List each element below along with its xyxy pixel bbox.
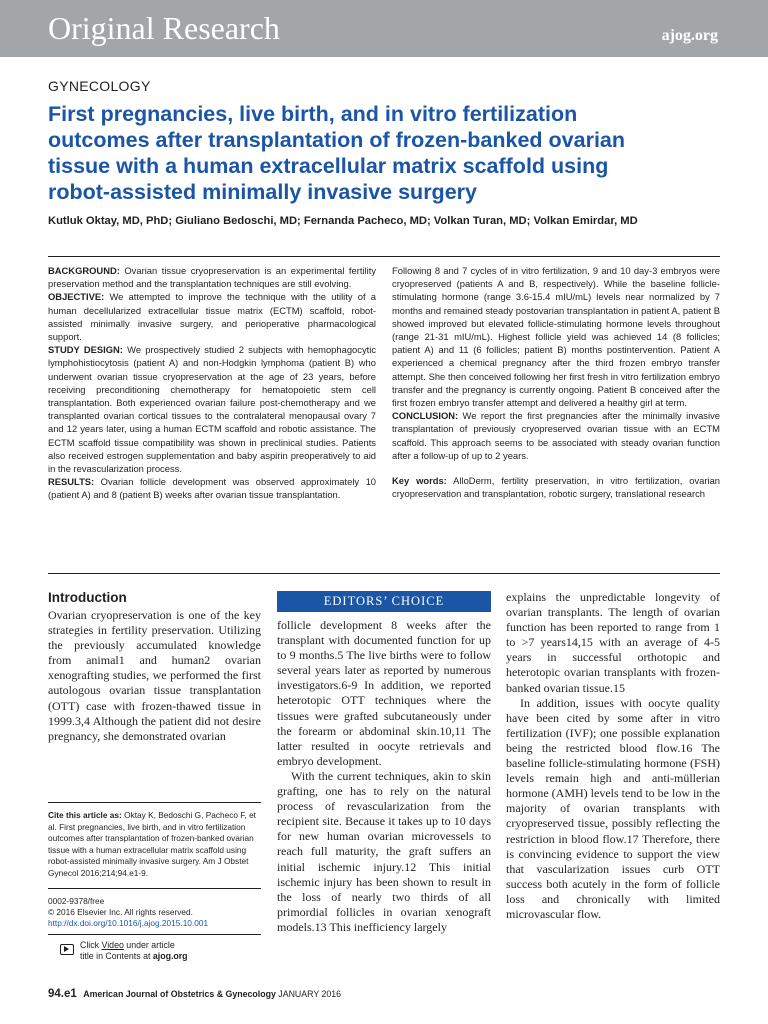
intro-paragraph-2: follicle development 8 weeks after the transplant with documented function for up to 9 months.5 The live births were to follow several years later as reported by numerous investigators.6-9 In addition, we reported heterotopic OTT techniques where the tissues were grafted subcutaneously under the forearm or abdominal skin.10,11 The latter resulted in oocyte retrievals and embryo development. — [277, 618, 491, 768]
abstract-results — [48, 475, 376, 501]
abstract-conclusion — [392, 409, 720, 462]
topic-label: GYNECOLOGY — [48, 78, 151, 94]
intro-paragraph-4: explains the unpredictable longevity of ovarian transplants. The length of ovarian function has been reported to range from 1 to >7 years14,15 with an average of 4-5 years in successful orthotopic and heterotopic ovarian transplants with frozen-banked ovarian tissue.15 — [506, 590, 720, 695]
header-band — [0, 0, 768, 57]
body-column-2 — [277, 618, 491, 935]
study-label: STUDY DESIGN: — [48, 344, 123, 356]
introduction-heading: Introduction — [48, 590, 127, 605]
objective-text: We attempted to improve the technique with the utility of a human decellularized extracellular tissue matrix (ECTM) scaffold, robot-assisted minimally invasive surgery, and perioperative pharmacological support. — [48, 291, 376, 343]
video-line1-post: under article — [123, 940, 175, 950]
issn: 0002-9378/free — [48, 896, 105, 906]
cite-body: Oktay K, Bedoschi G, Pacheco F, et al. First pregnancies, live birth, and in vitro fertilization outcomes after transplantation of frozen-banked ovarian tissue with a human extracellular matrix scaffold using robot-assisted minimally invasive surgery. Am J Obstet Gynecol 2016;214;94.e1-9. — [48, 810, 256, 878]
video-site[interactable]: ajog.org — [152, 951, 188, 961]
journal-name: American Journal of Obstetrics & Gynecology — [83, 989, 276, 999]
cite-label: Cite this article as: — [48, 810, 122, 820]
video-line1-pre: Click — [80, 940, 102, 950]
video-text — [80, 940, 188, 962]
conclusion-label: CONCLUSION: — [392, 410, 459, 422]
intro-paragraph-3: With the current techniques, akin to skin grafting, one has to rely on the natural process of revascularization from the recipient site. Because it takes up to 10 days for new human ovarian microvessels to reach full maturity, the graft suffers an initial ischemic injury.12 This initial ischemic injury has been shown to result in the loss of nearly two thirds of all primordial follicles in ovarian xenograft models.13 This inefficiency largely — [277, 768, 491, 934]
rights-box — [48, 888, 261, 929]
abstract-bottom-rule — [48, 573, 720, 574]
abstract-study-design — [48, 343, 376, 475]
body-column-1 — [48, 590, 261, 744]
citation-box — [48, 802, 261, 880]
section-title: Original Research — [48, 10, 280, 46]
copyright: © 2016 Elsevier Inc. All rights reserved. — [48, 907, 193, 917]
intro-paragraph-1: Ovarian cryopreservation is one of the key strategies in fertility preservation. Utilizing the previously accumulated knowledge from animal1 and human2 ovarian xenografting studies, we performed the first autologous ovarian tissue transplantation (OTT) case with frozen-thawed tissue in 1999.3,4 Although the patient did not desire pregnancy, she demonstrated ovarian — [48, 608, 261, 743]
abstract-objective — [48, 290, 376, 343]
author-list: Kutluk Oktay, MD, PhD; Giuliano Bedoschi, MD; Fernanda Pacheco, MD; Volkan Turan, MD; Volkan Emirdar, MD — [48, 215, 638, 227]
abstract-left-column — [48, 264, 376, 502]
editors-choice-badge: EDITORS’ CHOICE — [277, 591, 491, 612]
page-number: 94.e1 — [48, 988, 77, 1000]
abstract-top-rule — [48, 256, 720, 257]
keywords-text: AlloDerm, fertility preservation, in vitro fertilization, ovarian cryopreservation and transplantation, robotic surgery, translational research — [392, 475, 720, 500]
video-note — [48, 934, 261, 965]
intro-paragraph-5: In addition, issues with oocyte quality have been cited by some after in vitro fertilization (IVF); one possible explanation being the restricted blood flow.16 The baseline follicle-stimulating hormone (FSH) levels remain high and anti-müllerian hormone (AMH) levels tend to be low in the majority of ovarian transplants with cryopreserved tissue, possibly reflecting the restriction in blood flow.17 Therefore, there is convincing evidence to support the view that vascularization issues curb OTT success both acutely in the form of follicle loss and chronically with limited microvascular flow. — [506, 695, 720, 921]
body-column-3 — [506, 590, 720, 922]
objective-label: OBJECTIVE: — [48, 291, 105, 303]
study-text: We prospectively studied 2 subjects with hemophagocytic lymphohistiocytosis (patient A) and non-Hodgkin lymphoma (patient B) who underwent ovarian tissue cryopreservation at the age of 23 years, before receiving preconditioning chemotherapy for hematopoietic stem cell transplantation. Both experienced ovarian failure post-chemotherapy and we transplanted ovarian cortical tissues to the contralateral menopausal ovary 7 and 12 years later, using a human ECTM scaffold and robotic assistance. The ECTM scaffold tissue compatibility was shown in preclinical studies. Patients also received estrogen supplementation and baby aspirin preoperatively to aid in the revascularization process. — [48, 344, 377, 475]
page-footer — [48, 988, 341, 1000]
background-text: Ovarian tissue cryopreservation is an experimental fertility preservation method and the transplantation techniques are still evolving. — [48, 265, 377, 290]
site-link[interactable]: ajog.org — [661, 27, 718, 44]
video-link[interactable]: Video — [101, 940, 124, 950]
background-label: BACKGROUND: — [48, 265, 120, 276]
abstract-background — [48, 264, 376, 290]
abstract-right-column — [392, 264, 720, 500]
doi-link[interactable]: http://dx.doi.org/10.1016/j.ajog.2015.10.001 — [48, 918, 209, 928]
results-continued: Following 8 and 7 cycles of in vitro fertilization, 9 and 10 day-3 embryos were cryopreserved (patients A and B, respectively). While the baseline follicle-stimulating hormone (range 3.6-15.4 mIU/mL) levels near normalized by 7 months and remained steady postovarian transplantation in patient A, patient B showed improved but elevated follicle-stimulating hormone levels throughout (range 21-31 mIU/mL). Highest follicle yield was achieved 14 (8 follicles; patient A) and 11 (6 follicles; patient B) months postintervention. Patient A experienced a chemical pregnancy after the third frozen embryo transfer attempt. She then conceived following her first fresh in vitro fertilization embryo transfer and the pregnancy is currently ongoing. Patient B conceived after the first frozen embryo transfer attempt and delivered a healthy girl at term. — [392, 265, 720, 409]
results-text: Ovarian follicle development was observed approximately 10 (patient A) and 8 (patient B) weeks after ovarian tissue transplantation. — [48, 476, 376, 501]
abstract-keywords — [392, 474, 720, 500]
conclusion-text: We report the first pregnancies after the minimally invasive transplantation of previously cryopreserved ovarian tissue with an ECTM scaffold. This approach seems to be associated with steady ovarian function after a follow-up of up to 2 years. — [392, 410, 720, 461]
results-label: RESULTS: — [48, 476, 95, 488]
video-line2-pre: title in Contents at — [80, 951, 153, 961]
keywords-label: Key words: — [392, 475, 447, 487]
article-title: First pregnancies, live birth, and in vitro fertilization outcomes after transplantation of frozen-banked ovarian tissue with a human extracellular matrix scaffold using robot-assisted minimally invasive surgery — [48, 102, 626, 204]
issue-date: JANUARY 2016 — [278, 989, 342, 999]
citation-text — [48, 810, 261, 880]
video-icon — [60, 944, 74, 955]
